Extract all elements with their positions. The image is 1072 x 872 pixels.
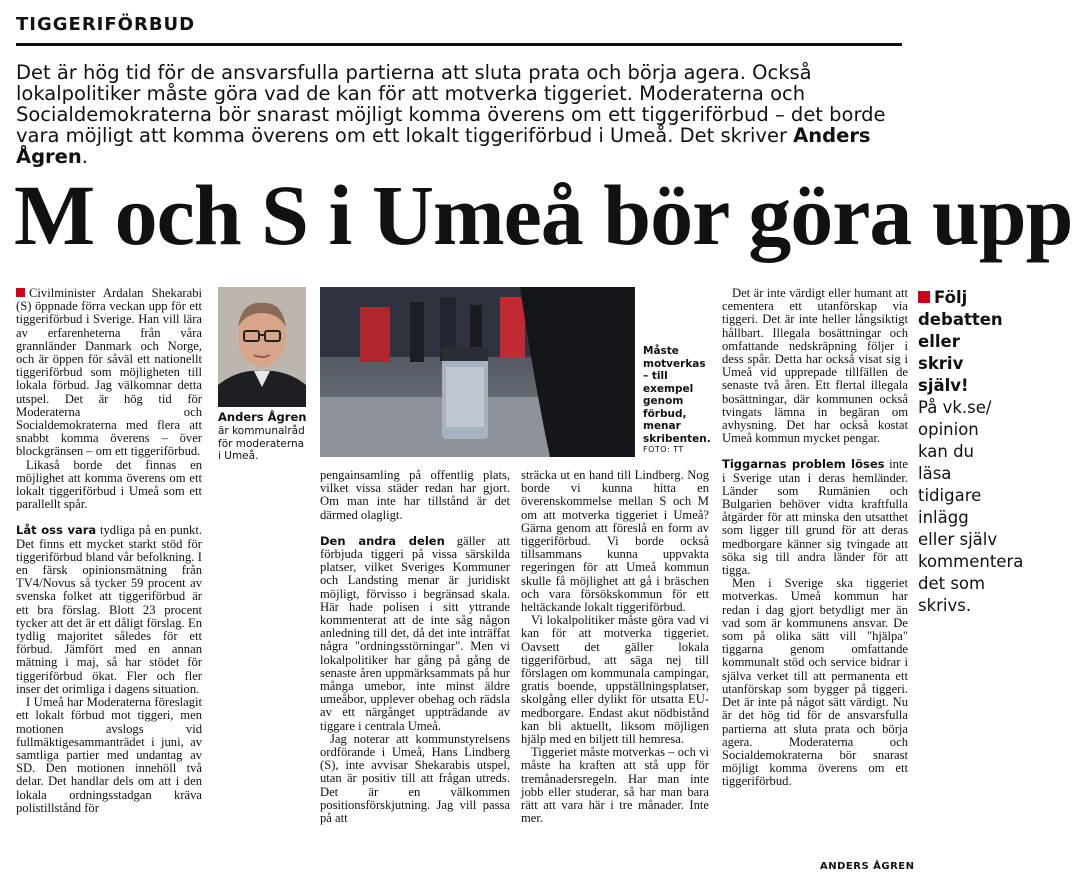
lead-end: . bbox=[81, 145, 88, 168]
red-square-icon bbox=[16, 288, 25, 297]
headline: M och S i Umeå bör göra upp bbox=[14, 167, 1072, 263]
lead-author: Anders Ågren bbox=[16, 124, 871, 168]
paragraph: Vi lokalpolitiker måste göra vad vi kan för att motverka tiggeriet. Oavsett det gäller lokala tiggeriförbud, att säga nej till förslagen om kommunala campingar, gratis boende, uppställningsplatser, skolgång eller dylikt för utsatta EU-medborgare. Endast akut nödbistånd kan bli aktuellt, liksom möjligen hjälp med en biljett till hemresa. bbox=[521, 613, 709, 747]
paragraph: Likaså borde det finnas en möjlighet att komma överens om ett lokalt tiggeriförbud i Umeå som ett parallellt spår. bbox=[16, 457, 202, 512]
red-square-icon bbox=[918, 291, 930, 303]
signature: ANDERS ÅGREN bbox=[820, 861, 915, 872]
lead-text: Det är hög tid för de ansvarsfulla partierna att sluta prata och börja agera. Också lokalpolitiker måste göra vad de kan för att motverka tiggeriet. Moderaterna och Socialdemokraterna bör snarast möjligt komma överens om ett tiggeriförbud – det borde vara möjligt att komma överens om ett lokalt tiggeriförbud i Umeå. Det skriver bbox=[16, 61, 886, 147]
sidebar-box bbox=[918, 287, 1024, 617]
section-label: TIGGERIFÖRBUD bbox=[16, 14, 196, 35]
sidebar-heading: Följ debatten eller skriv själv! bbox=[918, 288, 1003, 395]
photo-caption: Måste motverkas – till exempel genom förbud, menar skribenten. bbox=[643, 345, 711, 445]
paragraph: Det är inte värdigt eller humant att cementera ett utanförskap via tiggeri. Det är inte heller långsiktigt hållbart. Illegala bosättningar och omfattande nedskräpning följer i dess spår. Detta har också visat sig i Umeå vid upprepade tillfällen de senaste två åren. Ett flertal illegala bosättningar, där kommunen också tvingats lämna in begäran om avhysning. Det har också kostat Umeå kommun mycket pengar. bbox=[722, 286, 908, 446]
paragraph: sträcka ut en hand till Lindberg. Nog borde vi kunna hitta en överenskommelse mellan S och M om att motverka tiggeriet i Umeå? Gärna genom att föreslå en form av tiggeriförbud. Vi borde också tillsammans kunna uppvakta regeringen för att Umeå kommun skulle få möjlighet att gå i bräschen och vara försökskommun för ett heltäckande lokalt tiggeriförbud. bbox=[521, 468, 709, 615]
paragraph: Tiggarnas problem löses inte i Sverige utan i deras hemländer. Länder som Rumänien och Bulgarien behöver vidta kraftfulla åtgärder för att minska den utsatthet som ligger till grund för att deras medborgare känner sig tvingade att söka sig till andra länder för att tigga. bbox=[722, 457, 908, 578]
paragraph: Men i Sverige ska tiggeriet motverkas. Umeå kommun har redan i dag gjort betydligt mer än vad som är kommunens ansvar. De som på olika sätt vill "hjälpa" tiggarna genom omfattande kommunalt stöd och service bidrar i själva verket till att permanenta ett utanförskap som bygger på tiggeri. Det är inte på något sätt värdigt. Nu är det hög tid för de ansvarsfulla partierna att sluta prata och börja agera. Moderaterna och Socialdemokraterna bör snarast möjligt komma överens om ett tiggeriförbud. bbox=[722, 576, 908, 789]
paragraph: Tiggeriet måste motverkas – och vi måste ha kraften att stå upp för tremånadersregeln. Har man inte jobb eller studerar, så har man bara rätt att vara här i tre månader. Inte mer. bbox=[521, 745, 709, 826]
photo-credit: FOTO: TT bbox=[643, 445, 684, 454]
paragraph: Jag noterar att kommunstyrelsens ordförande i Umeå, Hans Lindberg (S), inte avvisar Shekarabis utspel, utan är positiv till att frågan utreds. Det är en välkommen positionsförskjutning. Jag vill passa på att bbox=[320, 731, 510, 826]
paragraph: Den andra delen gäller att förbjuda tiggeri på vissa särskilda platser, vilket Sveriges Kommuner och Landsting menar är juridiskt möjligt, förvisso i begränsad skala. Här hade polisen i sitt yttrande kommenterat att de inte såg någon anledning till det, då det inte inträffat några "ordningsstörningar". Men vi lokalpolitiker har gång på gång de senaste åren uppmärksammats på hur många umebor, inte minst äldre umeåbor, upplever obehag och rädsla av ett närgånget uppträdande av tiggare i centrala Umeå. bbox=[320, 533, 510, 733]
article-column-4 bbox=[722, 287, 908, 789]
article-column-1 bbox=[16, 287, 202, 815]
article-photo bbox=[320, 287, 635, 457]
author-photo bbox=[218, 287, 306, 407]
paragraph: Låt oss vara tydliga på en punkt. Det finns ett mycket starkt stöd för tiggeriförbud bland vår befolkning. I en färsk opinionsmätning från TV4/Novus så tycker 59 procent av svenska folket att tiggeriförbud är ett bra förslag. Blott 23 procent tycker att det är ett dåligt förslag. En tydlig majoritet således för ett förbud. Jämfört med en annan mätning i maj, så har stödet för tiggeriförbud ökat. Fler och fler inser det orimliga i dagens situation. bbox=[16, 523, 202, 696]
paragraph: I Umeå har Moderaterna föreslagit ett lokalt förbud mot tiggeri, men motionen avslogs vid fullmäktigesammanträdet i juni, av samtliga partier med undantag av SD. Den motionen innehöll två delar. Det handlar dels om att i den lokala ordningsstadgan kräva polistillstånd för bbox=[16, 695, 202, 815]
paragraph: Civilminister Ardalan Shekarabi (S) öppnade förra veckan upp för ett tiggeriförbud i Sverige. Han vill lära av erfarenheterna från våra grannländer Danmark och Norge, och är öppen för såväl ett nationellt tiggeriförbud som möjligheten till lokala förbud. Jag välkomnar detta utspel. Det är hög tid för Moderaterna och Socialdemokraterna med flera att snabbt komma överens – över blockgränsen – om ett tiggeriförbud. bbox=[16, 286, 202, 459]
section-divider bbox=[16, 43, 902, 46]
sidebar-text: På vk.se/ opinion kan du läsa tidigare inlägg eller själv kommentera det som skrivs. bbox=[918, 398, 1024, 615]
article-column-3 bbox=[521, 469, 709, 825]
author-caption-role: är kommunalråd för moderaterna i Umeå. bbox=[218, 425, 305, 462]
author-caption-name: Anders Ågren bbox=[218, 410, 307, 424]
paragraph: pengainsamling på offentlig plats, vilket vissa städer redan har gjort. Om man inte har tillstånd är det därmed olagligt. bbox=[320, 468, 510, 522]
lead-paragraph bbox=[16, 62, 916, 167]
article-column-2 bbox=[320, 469, 510, 825]
